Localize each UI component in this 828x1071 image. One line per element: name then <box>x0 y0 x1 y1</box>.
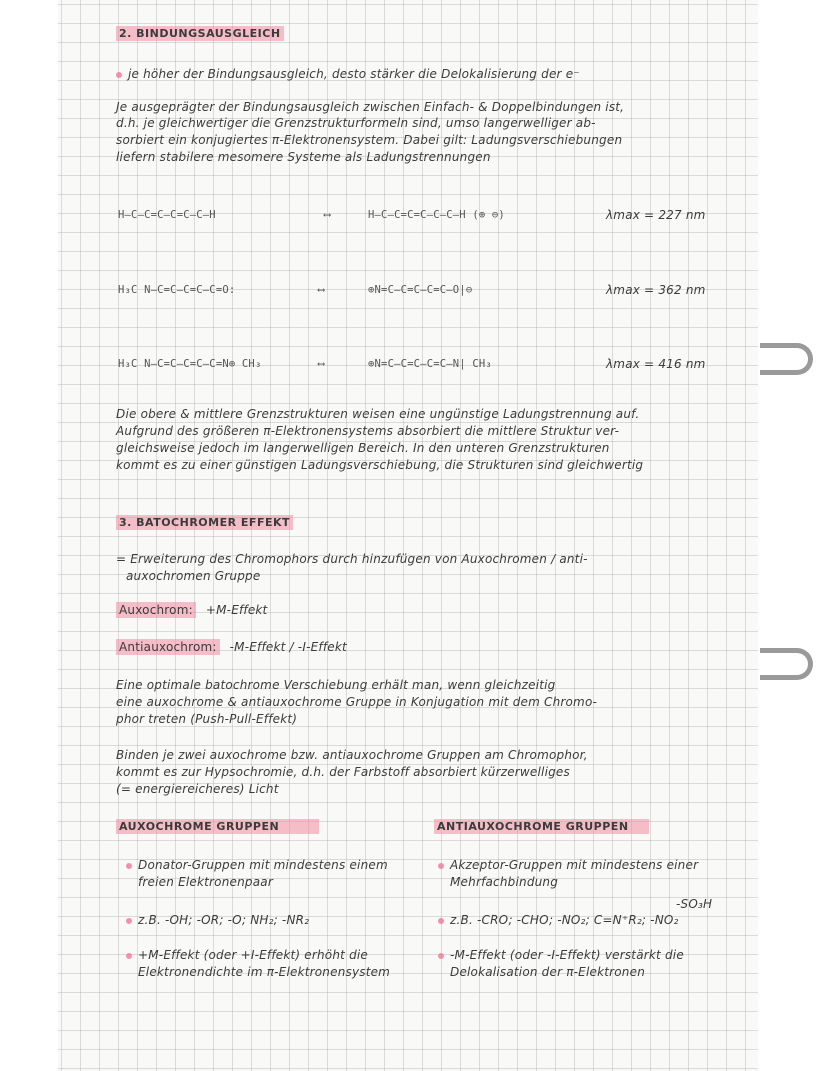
paragraph-line: kommt es zur Hypsochromie, d.h. der Farbstoff absorbiert kürzerwelliges <box>116 765 570 779</box>
bullet-icon <box>126 918 132 924</box>
paragraph-line: eine auxochrome & antiauxochrome Gruppe in Konjugation mit dem Chromo- <box>116 695 598 709</box>
auxochrom-row <box>116 603 267 617</box>
structure-2-right: ⊕N=C–C=C–C=C–O|⊖ <box>368 284 473 296</box>
paragraph-line: d.h. je gleichwertiger die Grenzstrukturformeln sind, umso langerwelliger ab- <box>116 116 596 130</box>
right-column-heading: ANTIAUXOCHROME GRUPPEN <box>434 820 649 834</box>
antiauxochrom-row <box>116 640 347 654</box>
list-item-note: -SO₃H <box>676 897 713 911</box>
conclusion-line: gleichsweise jedoch im langerwelligen Bereich. In den unteren Grenzstrukturen <box>116 441 610 455</box>
binder-ring-bottom <box>760 648 813 680</box>
auxochrom-value: +M-Effekt <box>205 603 268 617</box>
lambda-max-1: λmax = 227 nm <box>606 208 706 222</box>
paragraph-line: phor treten (Push-Pull-Effekt) <box>116 712 298 726</box>
paragraph-line: Binden je zwei auxochrome bzw. antiauxochrome Gruppen am Chromophor, <box>116 748 588 762</box>
section-2-heading: 2. BINDUNGSAUSGLEICH <box>116 27 284 41</box>
structure-1-left: H–C–C=C–C=C–C–H <box>118 209 216 221</box>
section-2-bullet: je höher der Bindungsausgleich, desto stärker die Delokalisierung der e⁻ <box>116 67 580 81</box>
antiauxochrom-label: Antiauxochrom: <box>116 639 220 655</box>
conclusion-line: kommt es zu einer günstigen Ladungsverschiebung, die Strukturen sind gleichwertig <box>116 458 644 472</box>
list-item-cont: freien Elektronenpaar <box>138 875 273 889</box>
paragraph-line: Je ausgeprägter der Bindungsausgleich zwischen Einfach- & Doppelbindungen ist, <box>116 100 625 114</box>
list-item: z.B. -OH; -OR; -O; NH₂; -NR₂ <box>126 913 309 927</box>
paragraph-line: (= energiereicheres) Licht <box>116 782 279 796</box>
lambda-max-2: λmax = 362 nm <box>606 283 706 297</box>
conclusion-line: Die obere & mittlere Grenzstrukturen weisen eine ungünstige Ladungstrennung auf. <box>116 407 640 421</box>
structure-3-right: ⊕N=C–C=C–C=C–N| CH₃ <box>368 358 492 370</box>
list-item: z.B. -CRO; -CHO; -NO₂; C=N⁺R₂; -NO₂ <box>438 913 679 927</box>
paragraph-line: sorbiert ein konjugiertes π-Elektronensystem. Dabei gilt: Ladungsverschiebungen <box>116 133 623 147</box>
bullet-icon <box>126 863 132 869</box>
paragraph-line: liefern stabilere mesomere Systeme als Ladungstrennungen <box>116 150 491 164</box>
auxochrom-label: Auxochrom: <box>116 602 196 618</box>
definition-line: = Erweiterung des Chromophors durch hinzufügen von Auxochromen / anti- <box>116 552 588 566</box>
conclusion-line: Aufgrund des größeren π-Elektronensystems absorbiert die mittlere Struktur ver- <box>116 424 620 438</box>
left-column-heading: AUXOCHROME GRUPPEN <box>116 820 319 834</box>
binder-ring-top <box>760 343 813 375</box>
list-item: +M-Effekt (oder +I-Effekt) erhöht die <box>126 948 368 962</box>
list-item-cont: Mehrfachbindung <box>450 875 559 889</box>
list-item: -M-Effekt (oder -I-Effekt) verstärkt die <box>438 948 684 962</box>
antiauxochrom-value: -M-Effekt / -I-Effekt <box>229 640 347 654</box>
bullet-icon <box>438 953 444 959</box>
reaction-arrow-2: ⟷ <box>318 284 325 296</box>
bullet-icon <box>126 953 132 959</box>
list-item: Donator-Gruppen mit mindestens einem <box>126 858 388 872</box>
structure-2-left: H₃C N–C=C–C=C–C=O: <box>118 284 236 296</box>
reaction-arrow-3: ⟷ <box>318 358 325 370</box>
paragraph-line: Eine optimale batochrome Verschiebung erhält man, wenn gleichzeitig <box>116 678 556 692</box>
list-item-cont: Elektronendichte im π-Elektronensystem <box>138 965 391 979</box>
list-item-cont: Delokalisation der π-Elektronen <box>450 965 646 979</box>
definition-line: auxochromen Gruppe <box>126 569 261 583</box>
bullet-icon <box>438 863 444 869</box>
bullet-icon <box>116 72 122 78</box>
bullet-icon <box>438 918 444 924</box>
structure-3-left: H₃C N–C=C–C=C–C=N⊕ CH₃ <box>118 358 262 370</box>
list-item: Akzeptor-Gruppen mit mindestens einer <box>438 858 698 872</box>
section-3-heading: 3. BATOCHROMER EFFEKT <box>116 516 293 530</box>
structure-1-right: H–C–C=C=C–C–C–H (⊕ ⊖) <box>368 209 505 221</box>
reaction-arrow-1: ⟷ <box>324 209 331 221</box>
lambda-max-3: λmax = 416 nm <box>606 357 706 371</box>
